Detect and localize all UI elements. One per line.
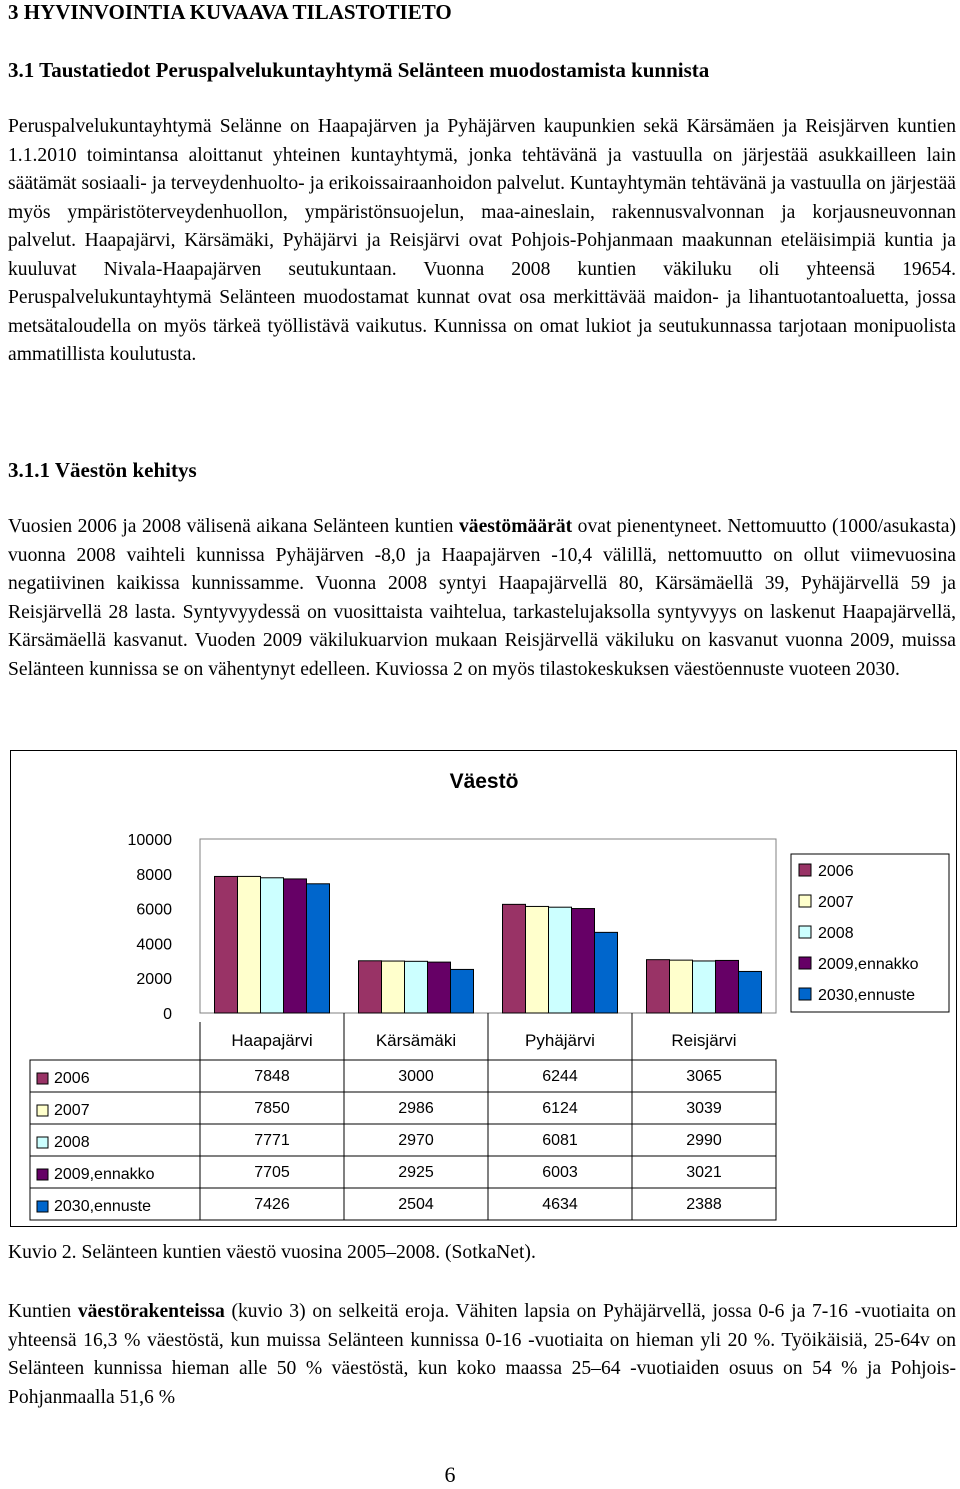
table-value: 2986: [398, 1100, 434, 1117]
legend-swatch: [799, 864, 811, 876]
y-tick-label: 10000: [127, 832, 172, 849]
legend-label: 2009,ennakko: [818, 956, 919, 973]
bar-2009-ennakko: [428, 962, 451, 1013]
y-tick-label: 6000: [136, 901, 172, 919]
bar-2007: [526, 906, 549, 1013]
table-value: 3065: [686, 1068, 722, 1085]
subsection-heading: 3.1 Taustatiedot Peruspalvelukuntayhtymä Selänteen muodostamista kunnista: [8, 58, 710, 82]
table-value: 2388: [686, 1196, 722, 1213]
table-series-label: 2008: [54, 1134, 90, 1151]
y-tick-label: 8000: [136, 866, 172, 884]
bar-2007: [670, 960, 693, 1013]
table-value: 7705: [254, 1164, 290, 1181]
legend-label: 2008: [818, 925, 854, 942]
legend-swatch: [799, 895, 811, 907]
y-tick-label: 4000: [136, 936, 172, 954]
chart-svg: [10, 750, 960, 1230]
bold-term: väestörakenteissa: [77, 1301, 225, 1322]
text-run: ovat pienentyneet. Nettomuutto (1000/asukasta) vuonna 2008 vaihteli kunnissa Pyhäjärven -8,0 ja Haapajärven -10,4 välillä, nettomuutto on ollut viimevuosina negatiivinen kaikissa kunnissamme. Vuonna 2008 syntyi Haapajärvellä 80, Kärsämäellä 39, Pyhäjärvellä 59 ja Reisjärvellä 28 lasta. Syntyvyydessä on vuosittaista vaihtelua, tarkastelujaksolla syntyvyys on laskenut Haapajärvellä, Kärsämäellä kasvanut. Vuoden 2009 väkilukuarvion mukaan Reisjärvellä väkiluku on kasvanut vuonna 2009, muissa Selänteen kunnissa se on vähentynyt edelleen. Kuviossa 2 on myös tilastokeskuksen väestöennuste vuoteen 2030.: [8, 516, 957, 680]
subsubsection-heading: 3.1.1 Väestön kehitys: [8, 458, 197, 482]
bar-2030-ennuste: [451, 969, 474, 1013]
bar-2007: [238, 876, 261, 1013]
section-heading: 3 HYVINVOINTIA KUVAAVA TILASTOTIETO: [8, 0, 452, 24]
table-value: 6124: [542, 1100, 578, 1117]
text-run: Kuntien: [8, 1301, 78, 1322]
table-swatch: [37, 1073, 48, 1084]
bar-2009-ennakko: [572, 909, 595, 1013]
y-tick-label: 2000: [136, 971, 172, 989]
table-value: 2504: [398, 1196, 434, 1213]
table-value: 6081: [542, 1132, 578, 1149]
table-series-label: 2006: [54, 1070, 90, 1087]
table-value: 7848: [254, 1068, 290, 1085]
table-value: 6244: [542, 1068, 578, 1085]
text-run: (kuvio 3) on selkeitä eroja. Vähiten lapsia on Pyhäjärvellä, jossa 0-6 ja 7-16 -vuotiaita on yhteensä 16,3 % väestöstä, kun muissa Selänteen kunnissa 0-16 -vuotiaita on hieman yli 20 %. Työikäisiä, 25-64v on Selänteen kunnissa hieman alle 50 % väestöstä, kun koko maassa 25–64 -vuotiaiden osuus on 54 % ja Pohjois-Pohjanmaalla 51,6 %: [8, 1301, 956, 1408]
table-value: 4634: [542, 1196, 578, 1213]
bar-2006: [647, 960, 670, 1013]
structure-paragraph: [8, 1298, 956, 1412]
y-tick-label: 0: [163, 1006, 172, 1023]
bar-2030-ennuste: [595, 932, 618, 1013]
bar-2030-ennuste: [307, 884, 330, 1013]
table-swatch: [37, 1169, 48, 1180]
legend-swatch: [799, 926, 811, 938]
bar-2006: [359, 961, 382, 1013]
table-series-label: 2007: [54, 1102, 90, 1119]
population-paragraph: [8, 513, 956, 684]
bar-2008: [405, 961, 428, 1013]
x-category-label: Haapajärvi: [231, 1031, 313, 1050]
bar-2008: [549, 907, 572, 1013]
bar-2009-ennakko: [284, 879, 307, 1013]
bar-2006: [215, 876, 238, 1013]
page-number: 6: [444, 1462, 456, 1487]
table-value: 7850: [254, 1100, 290, 1117]
bar-2007: [382, 961, 405, 1013]
table-series-label: 2009,ennakko: [54, 1166, 155, 1183]
table-value: 3000: [398, 1068, 434, 1085]
table-value: 7771: [254, 1132, 290, 1149]
bar-2006: [503, 904, 526, 1013]
population-chart: [10, 750, 960, 1230]
intro-paragraph: Peruspalvelukuntayhtymä Selänne on Haapajärven ja Pyhäjärven kaupunkien sekä Kärsämäen ja Reisjärven kuntien 1.1.2010 toimintansa aloittanut yhteinen kuntayhtymä, jonka tehtävänä ja vastuulla on järjestää asukkailleen lain säätämät sosiaali- ja terveydenhuolto- ja erikoissairaanhoidon palvelut. Kuntayhtymän tehtävänä ja vastuulla on järjestää myös ympäristöterveydenhuollon, ympäristönsuojelun, maa-aineslain, rakennusvalvonnan ja korjausneuvonnan palvelut. Haapajärvi, Kärsämäki, Pyhäjärvi ja Reisjärvi ovat Pohjois-Pohjanmaan maakunnan eteläisimpiä kuntia ja kuuluvat Nivala-Haapajärven seutukuntaan. Vuonna 2008 kuntien väkiluku oli yhteensä 19654. Peruspalvelukuntayhtymä Selänteen muodostamat kunnat ovat osa merkittävää maidon- ja lihantuotantoaluetta, jossa metsätaloudella on myös tärkeä työllistävä vaikutus. Kunnissa on omat lukiot ja seutukunnassa tarjotaan monipuolista ammatillista koulutusta.: [8, 116, 956, 365]
x-category-label: Pyhäjärvi: [525, 1031, 595, 1050]
bar-2009-ennakko: [716, 960, 739, 1013]
legend-swatch: [799, 957, 811, 969]
legend-swatch: [799, 988, 811, 1000]
legend-label: 2006: [818, 863, 854, 880]
bar-2008: [261, 878, 284, 1013]
table-value: 6003: [542, 1164, 578, 1181]
table-series-label: 2030,ennuste: [54, 1198, 151, 1215]
table-value: 2925: [398, 1164, 434, 1181]
bar-2030-ennuste: [739, 971, 762, 1013]
table-value: 2990: [686, 1132, 722, 1149]
text-run: Vuosien 2006 ja 2008 välisenä aikana Selänteen kuntien: [8, 516, 459, 537]
table-value: 7426: [254, 1196, 290, 1213]
table-value: 3039: [686, 1100, 722, 1117]
legend-label: 2007: [818, 894, 854, 911]
bar-2008: [693, 961, 716, 1013]
x-category-label: Kärsämäki: [375, 1031, 457, 1050]
table-swatch: [37, 1201, 48, 1212]
x-category-label: Reisjärvi: [671, 1031, 737, 1050]
bold-term: väestömäärät: [458, 516, 573, 537]
table-value: 3021: [686, 1164, 722, 1181]
table-swatch: [37, 1105, 48, 1116]
chart-title: Väestö: [449, 770, 519, 793]
table-swatch: [37, 1137, 48, 1148]
table-value: 2970: [398, 1132, 434, 1149]
legend-label: 2030,ennuste: [818, 987, 915, 1004]
figure-caption: Kuvio 2. Selänteen kuntien väestö vuosina 2005–2008. (SotkaNet).: [8, 1242, 536, 1263]
